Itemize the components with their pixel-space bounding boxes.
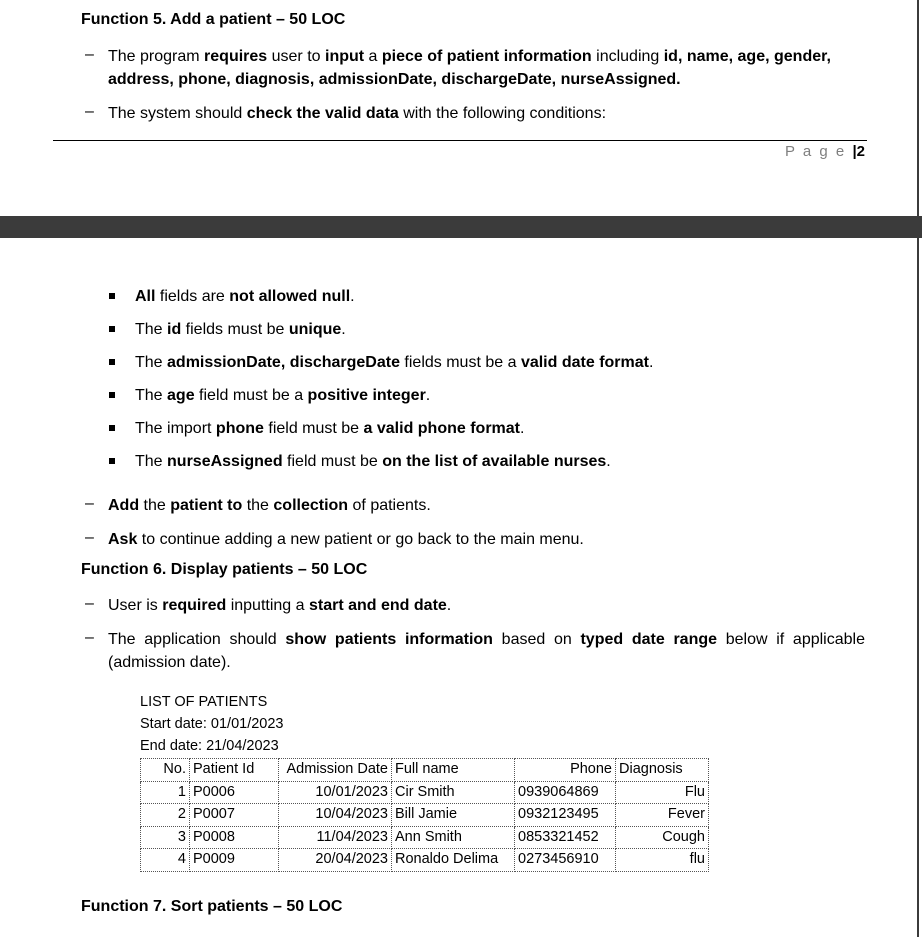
table-row bbox=[141, 826, 709, 849]
f5-item-check: The system should check the valid data with the following conditions: bbox=[108, 105, 607, 122]
cell-id: P0007 bbox=[190, 804, 279, 827]
list-dash: – bbox=[85, 46, 94, 63]
f6-item-input: User is required inputting a start and end date. bbox=[108, 597, 452, 614]
list-dash: – bbox=[85, 495, 94, 512]
bullet-icon bbox=[109, 458, 115, 464]
f5-item-input: The program requires user to input a piece of patient information including id, name, age, gender, address, phone, diagnosis, admissionDate, dischargeDate, nurseAssigned. bbox=[108, 48, 831, 88]
condition-item: All fields are not allowed null. bbox=[135, 288, 355, 305]
cell-id: P0008 bbox=[190, 826, 279, 849]
f5-item-ask: Ask to continue adding a new patient or go back to the main menu. bbox=[108, 531, 584, 548]
cell-date: 11/04/2023 bbox=[279, 826, 392, 849]
cell-no: 4 bbox=[141, 849, 190, 872]
cell-no: 3 bbox=[141, 826, 190, 849]
bullet-icon bbox=[109, 326, 115, 332]
page-number: P a g e |2 bbox=[785, 143, 865, 160]
cell-no: 1 bbox=[141, 781, 190, 804]
header-cell: Full name bbox=[392, 759, 515, 782]
sample-title: LIST OF PATIENTS bbox=[140, 694, 268, 710]
cell-diagnosis: Flu bbox=[616, 781, 709, 804]
table-row bbox=[141, 849, 709, 872]
cell-diagnosis: flu bbox=[616, 849, 709, 872]
sample-start-date: Start date: 01/01/2023 bbox=[140, 716, 284, 732]
f6-item-show: The application should show patients information based on typed date range below if applicable (admission date). bbox=[108, 631, 865, 671]
sample-end-date: End date: 21/04/2023 bbox=[140, 738, 279, 754]
cell-phone: 0932123495 bbox=[515, 804, 616, 827]
list-dash: – bbox=[85, 529, 94, 546]
list-dash: – bbox=[85, 629, 94, 646]
cell-diagnosis: Fever bbox=[616, 804, 709, 827]
cell-phone: 0273456910 bbox=[515, 849, 616, 872]
header-cell: Phone bbox=[515, 759, 616, 782]
bullet-icon bbox=[109, 425, 115, 431]
condition-item: The id fields must be unique. bbox=[135, 321, 346, 338]
cell-name: Bill Jamie bbox=[392, 804, 515, 827]
cell-name: Cir Smith bbox=[392, 781, 515, 804]
table-row bbox=[141, 804, 709, 827]
list-dash: – bbox=[85, 595, 94, 612]
cell-date: 20/04/2023 bbox=[279, 849, 392, 872]
f5-item-add: Add the patient to the collection of patients. bbox=[108, 497, 431, 514]
list-dash: – bbox=[85, 103, 94, 120]
cell-phone: 0853321452 bbox=[515, 826, 616, 849]
header-cell: Patient Id bbox=[190, 759, 279, 782]
footer-rule bbox=[53, 140, 867, 141]
page-edge bbox=[917, 0, 919, 216]
function7-heading: Function 7. Sort patients – 50 LOC bbox=[81, 898, 343, 915]
header-cell: No. bbox=[141, 759, 190, 782]
condition-item: The admissionDate, dischargeDate fields must be a valid date format. bbox=[135, 354, 654, 371]
cell-phone: 0939064869 bbox=[515, 781, 616, 804]
condition-item: The import phone field must be a valid phone format. bbox=[135, 420, 525, 437]
header-cell: Admission Date bbox=[279, 759, 392, 782]
page-edge bbox=[917, 238, 919, 937]
cell-date: 10/04/2023 bbox=[279, 804, 392, 827]
page-gap bbox=[0, 216, 922, 238]
function6-heading: Function 6. Display patients – 50 LOC bbox=[81, 561, 368, 578]
table-header-row bbox=[141, 759, 709, 782]
cell-date: 10/01/2023 bbox=[279, 781, 392, 804]
bullet-icon bbox=[109, 392, 115, 398]
cell-no: 2 bbox=[141, 804, 190, 827]
header-cell: Diagnosis bbox=[616, 759, 709, 782]
cell-diagnosis: Cough bbox=[616, 826, 709, 849]
condition-item: The nurseAssigned field must be on the list of available nurses. bbox=[135, 453, 611, 470]
cell-id: P0006 bbox=[190, 781, 279, 804]
condition-item: The age field must be a positive integer. bbox=[135, 387, 431, 404]
bullet-icon bbox=[109, 293, 115, 299]
bullet-icon bbox=[109, 359, 115, 365]
cell-name: Ronaldo Delima bbox=[392, 849, 515, 872]
table-row bbox=[141, 781, 709, 804]
function5-heading: Function 5. Add a patient – 50 LOC bbox=[81, 11, 346, 28]
cell-id: P0009 bbox=[190, 849, 279, 872]
cell-name: Ann Smith bbox=[392, 826, 515, 849]
patients-table bbox=[140, 758, 709, 872]
